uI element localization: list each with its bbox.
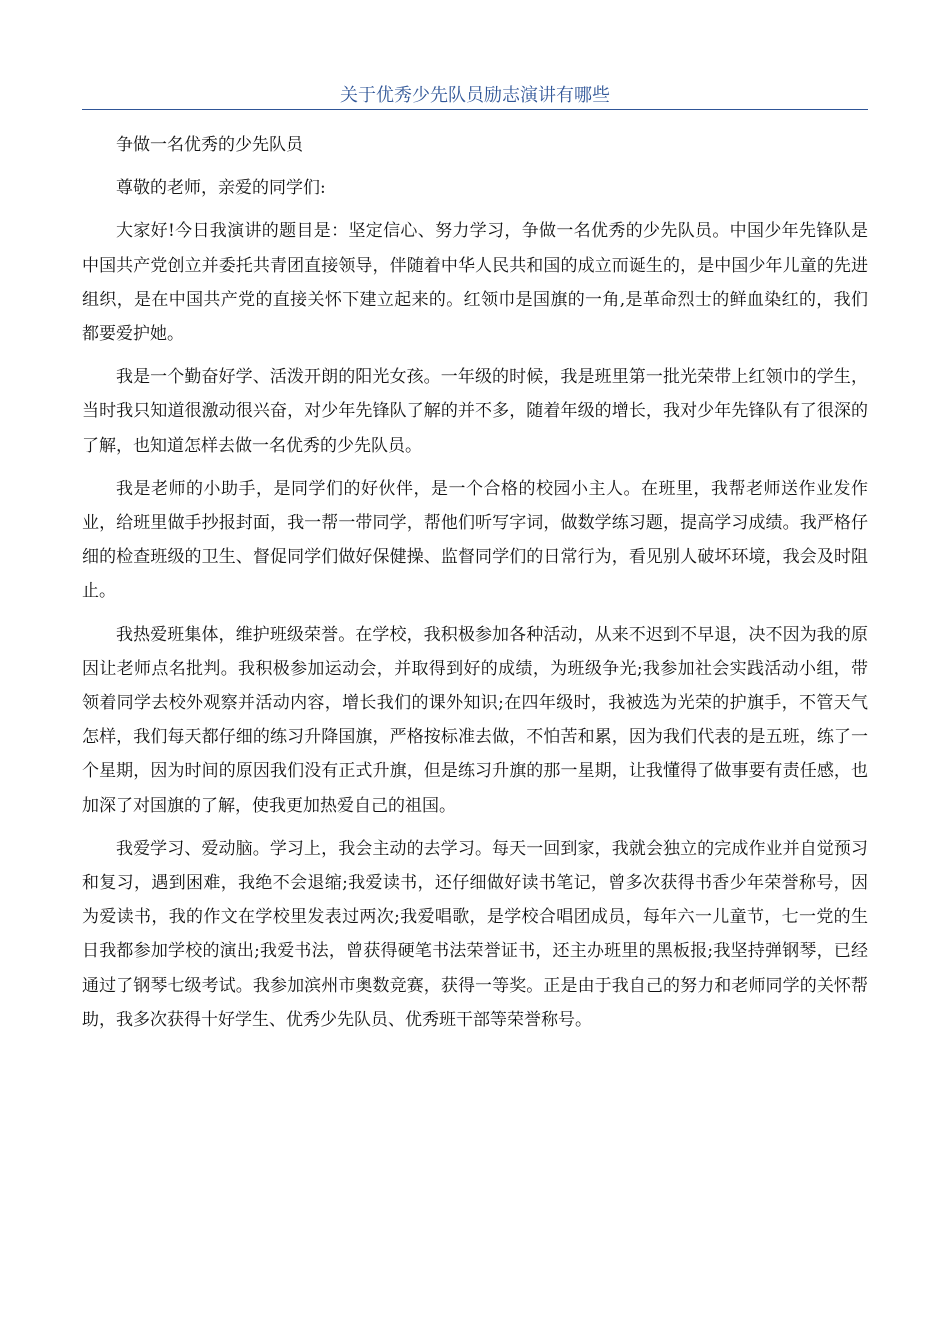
- paragraph-2: 我是一个勤奋好学、活泼开朗的阳光女孩。一年级的时候，我是班里第一批光荣带上红领巾的学生，当时我只知道很激动很兴奋，对少年先锋队了解的并不多，随着年级的增长，我对少年先锋队有了很深的了解，也知道怎样去做一名优秀的少先队员。: [82, 367, 868, 456]
- speech-greeting: 尊敬的老师，亲爱的同学们:: [116, 178, 326, 199]
- paragraph-5: 我爱学习、爱动脑。学习上，我会主动的去学习。每天一回到家，我就会独立的完成作业并自觉预习和复习，遇到困难，我绝不会退缩;我爱读书，还仔细做好读书笔记，曾多次获得书香少年荣誉称号，因为爱读书，我的作文在学校里发表过两次;我爱唱歌，是学校合唱团成员，每年六一儿童节，七一党的生日我都参加学校的演出;我爱书法，曾获得硬笔书法荣誉证书，还主办班里的黑板报;我坚持弹钢琴，已经通过了钢琴七级考试。我参加滨州市奥数竞赛，获得一等奖。正是由于我自己的努力和老师同学的关怀帮助，我多次获得十好学生、优秀少先队员、优秀班干部等荣誉称号。: [82, 838, 868, 1030]
- paragraph-3: 我是老师的小助手，是同学们的好伙伴，是一个合格的校园小主人。在班里，我帮老师送作业发作业，给班里做手抄报封面，我一帮一带同学，帮他们听写字词，做数学练习题，提高学习成绩。我严格仔细的检查班级的卫生、督促同学们做好保健操、监督同学们的日常行为，看见别人破坏环境，我会及时阻止。: [82, 478, 868, 602]
- document-body: [82, 128, 868, 1046]
- speech-title: 争做一名优秀的少先队员: [116, 135, 303, 155]
- paragraph-4: 我热爱班集体，维护班级荣誉。在学校，我积极参加各种活动，从来不迟到不早退，决不因为我的原因让老师点名批判。我积极参加运动会，并取得到好的成绩，为班级争光;我参加社会实践活动小组，带领着同学去校外观察并活动内容，增长我们的课外知识;在四年级时，我被选为光荣的护旗手，不管天气怎样，我们每天都仔细的练习升降国旗，严格按标准去做，不怕苦和累，因为我们代表的是五班，练了一个星期，因为时间的原因我们没有正式升旗，但是练习升旗的那一星期，让我懂得了做事要有责任感，也加深了对国旗的了解，使我更加热爱自己的祖国。: [82, 624, 868, 816]
- page-header: [82, 82, 868, 110]
- paragraph-1: 大家好!今日我演讲的题目是：坚定信心、努力学习，争做一名优秀的少先队员。中国少年先锋队是中国共产党创立并委托共青团直接领导，伴随着中华人民共和国的成立而诞生的，是中国少年儿童的先进组织，是在中国共产党的直接关怀下建立起来的。红领巾是国旗的一角,是革命烈士的鲜血染红的，我们都要爱护她。: [82, 221, 868, 345]
- header-title: 关于优秀少先队员励志演讲有哪些: [340, 85, 610, 106]
